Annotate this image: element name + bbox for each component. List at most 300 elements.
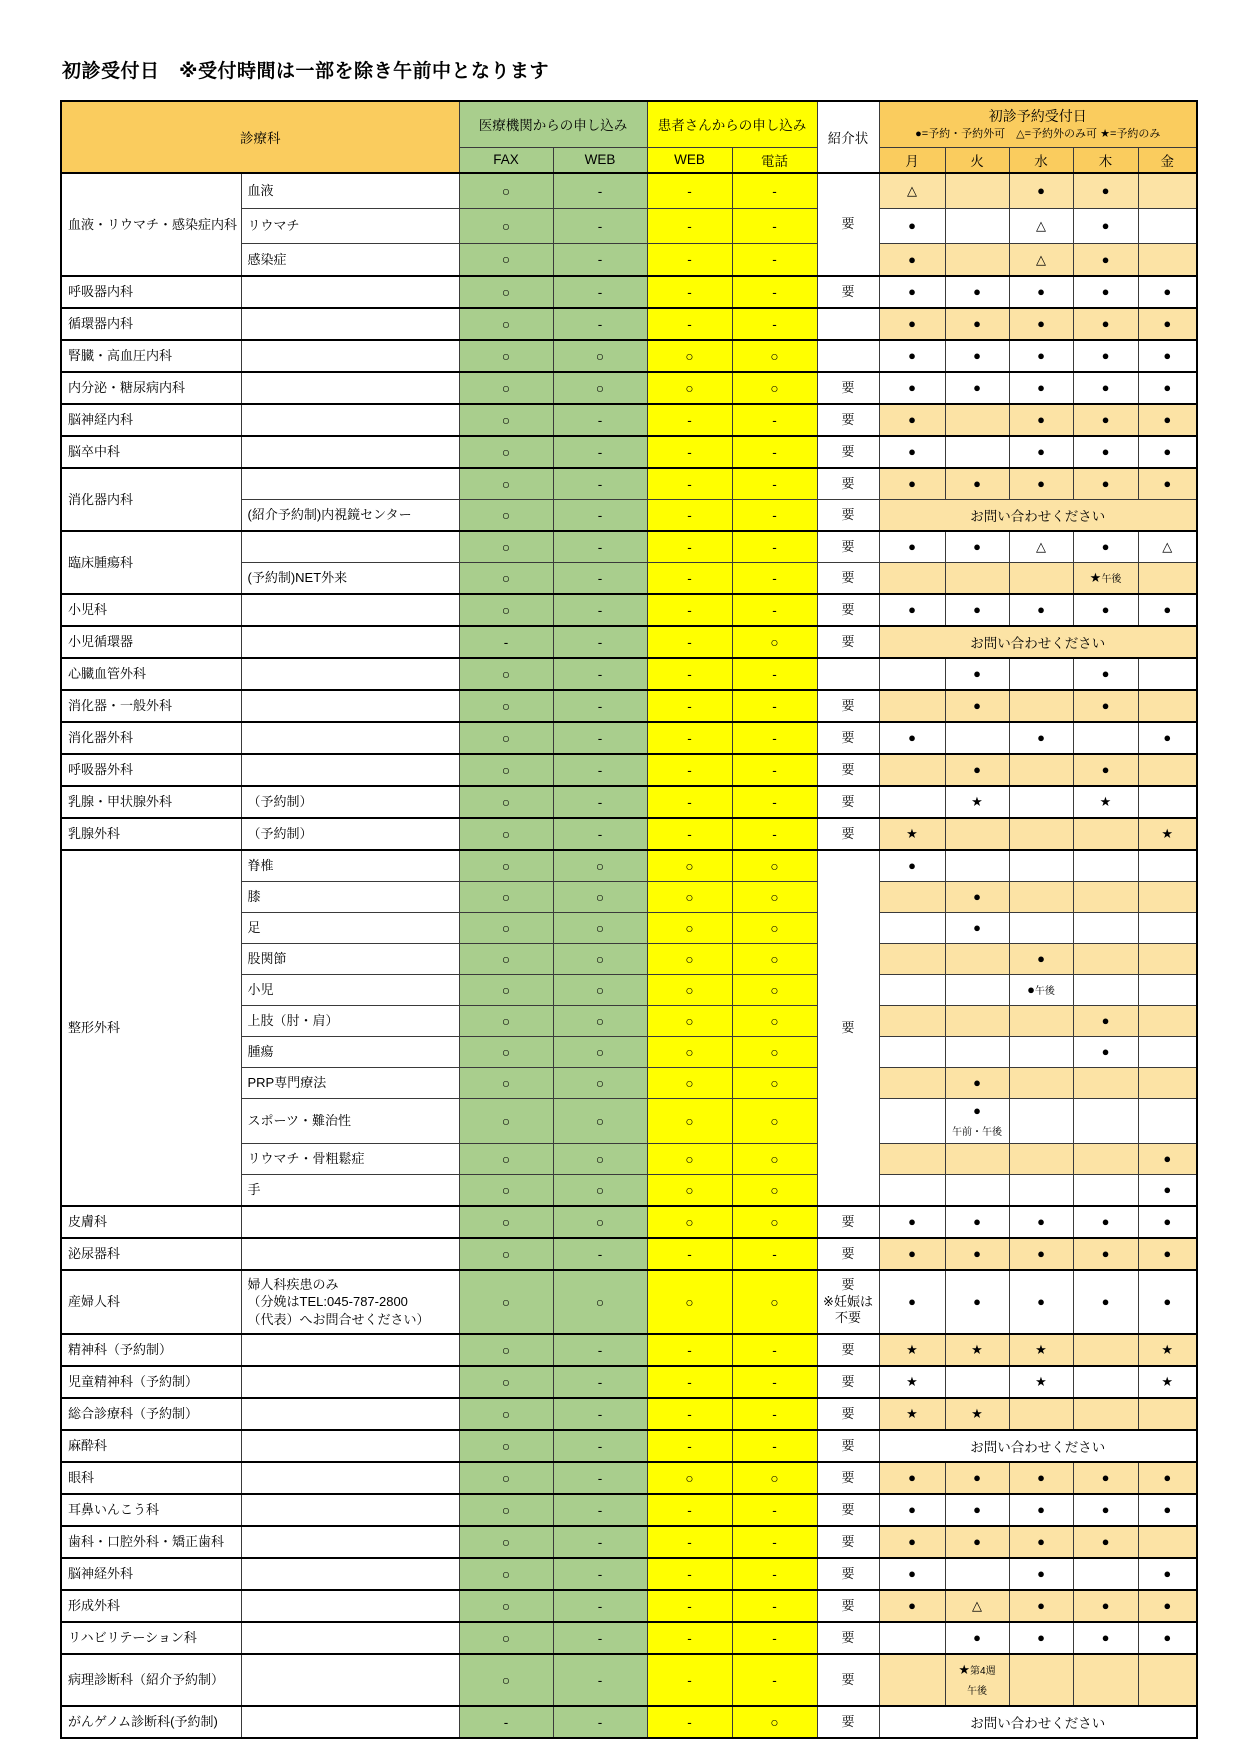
header-day-tue: 火 (945, 147, 1009, 173)
apply-web-hospital-cell: - (553, 308, 647, 340)
day-cell-mon: ● (879, 1494, 945, 1526)
day-cell-mon: ● (879, 468, 945, 500)
apply-web-patient-cell: ○ (647, 1270, 732, 1334)
day-cell-wed (1009, 1006, 1073, 1037)
apply-web-patient-cell: - (647, 754, 732, 786)
apply-web-patient-cell: ○ (647, 882, 732, 913)
day-cell-mon (879, 563, 945, 595)
apply-tel-cell: ○ (732, 1206, 817, 1238)
apply-web-hospital-cell: ○ (553, 1206, 647, 1238)
table-row (61, 754, 1197, 786)
referral-cell: 要 (817, 786, 879, 818)
table-row (61, 1238, 1197, 1270)
apply-web-hospital-cell: - (553, 1654, 647, 1706)
sub-dept-cell (241, 1558, 459, 1590)
header-day-fri: 金 (1138, 147, 1197, 173)
day-cell-wed: △ (1009, 531, 1073, 563)
day-cell-thu: ● (1073, 690, 1138, 722)
apply-fax-cell: ○ (459, 975, 553, 1006)
apply-web-patient-cell: ○ (647, 944, 732, 975)
sub-dept-cell: 婦人科疾患のみ （分娩はTEL:045-787-2800 （代表）へお問合せください） (241, 1270, 459, 1334)
dept-cell: 脳神経外科 (61, 1558, 241, 1590)
day-cell-wed (1009, 1099, 1073, 1144)
header-web-patient: WEB (647, 147, 732, 173)
apply-tel-cell: - (732, 276, 817, 308)
day-cell-wed (1009, 913, 1073, 944)
apply-tel-cell: - (732, 173, 817, 209)
day-cell-wed: ★ (1009, 1366, 1073, 1398)
referral-cell: 要 (817, 563, 879, 595)
day-cell-tue: ● (945, 1068, 1009, 1099)
day-cell-mon: ● (879, 372, 945, 404)
day-cell-mon (879, 658, 945, 690)
day-cell-mon: ★ (879, 1334, 945, 1366)
day-cell-thu: ● (1073, 1462, 1138, 1494)
day-cell-fri: ● (1138, 594, 1197, 626)
sub-dept-cell: 小児 (241, 975, 459, 1006)
table-row (61, 468, 1197, 500)
apply-tel-cell: ○ (732, 975, 817, 1006)
referral-cell (817, 340, 879, 372)
apply-web-hospital-cell: - (553, 173, 647, 209)
day-cell-thu: ★午後 (1073, 563, 1138, 595)
day-cell-tue: ● (945, 594, 1009, 626)
table-row (61, 1206, 1197, 1238)
apply-tel-cell: ○ (732, 1099, 817, 1144)
day-cell-tue (945, 173, 1009, 209)
day-cell-wed (1009, 563, 1073, 595)
apply-web-patient-cell: ○ (647, 913, 732, 944)
day-cell-tue: ● (945, 1206, 1009, 1238)
dept-cell: 脳神経内科 (61, 404, 241, 436)
day-cell-fri: ● (1138, 1590, 1197, 1622)
dept-cell: 乳腺外科 (61, 818, 241, 850)
dept-cell: 消化器・一般外科 (61, 690, 241, 722)
apply-tel-cell: ○ (732, 372, 817, 404)
sub-dept-cell (241, 1206, 459, 1238)
day-cell-fri: ★ (1138, 818, 1197, 850)
sub-dept-cell (241, 658, 459, 690)
sub-dept-cell: (紹介予約制)内視鏡センター (241, 500, 459, 532)
day-cell-thu: ● (1073, 1206, 1138, 1238)
apply-web-hospital-cell: - (553, 754, 647, 786)
apply-tel-cell: ○ (732, 340, 817, 372)
apply-tel-cell: ○ (732, 1462, 817, 1494)
sub-dept-cell (241, 436, 459, 468)
table-row (61, 1558, 1197, 1590)
day-cell-tue (945, 1558, 1009, 1590)
dept-cell: 心臓血管外科 (61, 658, 241, 690)
day-cell-fri: ● (1138, 1494, 1197, 1526)
referral-cell: 要 (817, 500, 879, 532)
day-cell-thu (1073, 1366, 1138, 1398)
apply-web-hospital-cell: - (553, 1238, 647, 1270)
dept-cell: 小児循環器 (61, 626, 241, 658)
sub-dept-cell (241, 722, 459, 754)
sub-dept-cell (241, 690, 459, 722)
apply-tel-cell: ○ (732, 882, 817, 913)
contact-cell: お問い合わせください (879, 1430, 1197, 1462)
apply-fax-cell: ○ (459, 244, 553, 277)
apply-tel-cell: - (732, 1622, 817, 1654)
dept-cell: 消化器内科 (61, 468, 241, 531)
day-cell-fri (1138, 913, 1197, 944)
day-cell-mon (879, 975, 945, 1006)
apply-tel-cell: - (732, 436, 817, 468)
table-row (61, 436, 1197, 468)
apply-web-hospital-cell: - (553, 594, 647, 626)
apply-fax-cell: ○ (459, 209, 553, 244)
day-cell-fri (1138, 173, 1197, 209)
referral-cell: 要 (817, 1430, 879, 1462)
day-cell-thu: ● (1073, 594, 1138, 626)
apply-web-patient-cell: - (647, 786, 732, 818)
apply-web-patient-cell: - (647, 1706, 732, 1738)
sub-dept-cell: 感染症 (241, 244, 459, 277)
referral-cell: 要 (817, 850, 879, 1206)
day-cell-mon: ● (879, 1206, 945, 1238)
apply-tel-cell: ○ (732, 944, 817, 975)
apply-web-hospital-cell: ○ (553, 1099, 647, 1144)
apply-fax-cell: ○ (459, 1558, 553, 1590)
page-title: 初診受付日 ※受付時間は一部を除き午前中となります (62, 61, 549, 82)
day-cell-thu (1073, 1175, 1138, 1207)
sub-dept-cell: リウマチ・骨粗鬆症 (241, 1144, 459, 1175)
sub-dept-cell (241, 1622, 459, 1654)
apply-web-hospital-cell: - (553, 244, 647, 277)
day-cell-tue: ★ (945, 786, 1009, 818)
sub-dept-cell (241, 1462, 459, 1494)
sub-dept-cell: （予約制） (241, 818, 459, 850)
day-cell-fri (1138, 690, 1197, 722)
apply-web-patient-cell: - (647, 1622, 732, 1654)
day-cell-thu: ● (1073, 173, 1138, 209)
day-cell-tue: ● (945, 754, 1009, 786)
day-cell-fri (1138, 244, 1197, 277)
apply-tel-cell: - (732, 404, 817, 436)
apply-tel-cell: - (732, 1590, 817, 1622)
apply-web-patient-cell: - (647, 308, 732, 340)
day-cell-tue: ● (945, 1238, 1009, 1270)
day-cell-wed (1009, 850, 1073, 882)
header-day-wed: 水 (1009, 147, 1073, 173)
apply-fax-cell: ○ (459, 722, 553, 754)
day-cell-wed (1009, 658, 1073, 690)
apply-fax-cell: ○ (459, 1366, 553, 1398)
referral-cell: 要 (817, 1206, 879, 1238)
apply-tel-cell: - (732, 658, 817, 690)
apply-fax-cell: ○ (459, 882, 553, 913)
apply-web-patient-cell: - (647, 818, 732, 850)
day-cell-wed (1009, 1037, 1073, 1068)
day-cell-thu: ● (1073, 658, 1138, 690)
apply-tel-cell: ○ (732, 1144, 817, 1175)
sub-dept-cell (241, 754, 459, 786)
day-cell-fri: ● (1138, 1206, 1197, 1238)
referral-cell: 要 (817, 1366, 879, 1398)
apply-tel-cell: - (732, 308, 817, 340)
day-cell-mon: ● (879, 1462, 945, 1494)
apply-tel-cell: - (732, 818, 817, 850)
day-cell-wed: △ (1009, 209, 1073, 244)
apply-fax-cell: ○ (459, 372, 553, 404)
day-cell-thu: ● (1073, 1526, 1138, 1558)
dept-cell: 血液・リウマチ・感染症内科 (61, 173, 241, 276)
day-cell-mon: ● (879, 531, 945, 563)
day-cell-thu (1073, 1558, 1138, 1590)
dept-cell: 歯科・口腔外科・矯正歯科 (61, 1526, 241, 1558)
apply-tel-cell: ○ (732, 913, 817, 944)
dept-cell: 耳鼻いんこう科 (61, 1494, 241, 1526)
sub-dept-cell: リウマチ (241, 209, 459, 244)
apply-web-patient-cell: ○ (647, 1206, 732, 1238)
table-row (61, 173, 1197, 209)
apply-fax-cell: ○ (459, 173, 553, 209)
apply-web-hospital-cell: ○ (553, 1175, 647, 1207)
apply-tel-cell: - (732, 1430, 817, 1462)
sub-dept-cell (241, 372, 459, 404)
day-cell-fri (1138, 563, 1197, 595)
day-cell-wed: ● (1009, 276, 1073, 308)
day-cell-wed: △ (1009, 244, 1073, 277)
header-day-mon: 月 (879, 147, 945, 173)
apply-fax-cell: ○ (459, 1494, 553, 1526)
sub-dept-cell: 腫瘍 (241, 1037, 459, 1068)
apply-fax-cell: ○ (459, 1398, 553, 1430)
apply-fax-cell: ○ (459, 754, 553, 786)
day-cell-wed: ● (1009, 1494, 1073, 1526)
table-row (61, 1366, 1197, 1398)
apply-fax-cell: ○ (459, 1654, 553, 1706)
day-cell-fri: ● (1138, 1144, 1197, 1175)
apply-fax-cell: ○ (459, 1590, 553, 1622)
apply-web-hospital-cell: ○ (553, 975, 647, 1006)
apply-web-patient-cell: - (647, 531, 732, 563)
sub-dept-cell (241, 1334, 459, 1366)
day-cell-tue (945, 944, 1009, 975)
day-cell-fri: ● (1138, 1270, 1197, 1334)
sub-dept-cell: PRP専門療法 (241, 1068, 459, 1099)
apply-web-hospital-cell: ○ (553, 913, 647, 944)
apply-web-patient-cell: - (647, 436, 732, 468)
day-cell-thu: ● (1073, 1238, 1138, 1270)
day-cell-thu: ● (1073, 308, 1138, 340)
dept-cell: 臨床腫瘍科 (61, 531, 241, 594)
apply-web-patient-cell: - (647, 658, 732, 690)
referral-cell: 要 (817, 531, 879, 563)
sub-dept-cell (241, 276, 459, 308)
apply-web-patient-cell: - (647, 1430, 732, 1462)
apply-web-hospital-cell: - (553, 658, 647, 690)
apply-fax-cell: ○ (459, 1206, 553, 1238)
sub-dept-cell: スポーツ・難治性 (241, 1099, 459, 1144)
apply-web-hospital-cell: - (553, 722, 647, 754)
day-cell-thu: ★ (1073, 786, 1138, 818)
day-cell-mon: ★ (879, 1398, 945, 1430)
day-cell-mon (879, 913, 945, 944)
referral-cell: 要 (817, 818, 879, 850)
referral-cell: 要 (817, 1238, 879, 1270)
day-cell-mon (879, 1654, 945, 1706)
apply-tel-cell: - (732, 563, 817, 595)
apply-web-hospital-cell: - (553, 1622, 647, 1654)
day-cell-thu: ● (1073, 340, 1138, 372)
referral-cell: 要 (817, 1334, 879, 1366)
day-cell-thu: ● (1073, 531, 1138, 563)
day-cell-thu (1073, 722, 1138, 754)
day-cell-tue: ● (945, 913, 1009, 944)
apply-web-patient-cell: - (647, 1654, 732, 1706)
apply-tel-cell: ○ (732, 850, 817, 882)
day-cell-fri (1138, 850, 1197, 882)
apply-web-patient-cell: - (647, 276, 732, 308)
day-cell-fri: ● (1138, 1622, 1197, 1654)
day-cell-thu (1073, 1099, 1138, 1144)
day-cell-tue (945, 1366, 1009, 1398)
referral-cell: 要 (817, 1558, 879, 1590)
apply-web-patient-cell: - (647, 1558, 732, 1590)
apply-web-hospital-cell: - (553, 1334, 647, 1366)
day-cell-fri: ★ (1138, 1334, 1197, 1366)
referral-cell: 要 (817, 436, 879, 468)
day-cell-mon (879, 882, 945, 913)
apply-fax-cell: ○ (459, 944, 553, 975)
day-cell-wed: ● (1009, 1206, 1073, 1238)
reservation-legend: ●=予約・予約外可 △=予約外のみ可 ★=予約のみ (915, 127, 1161, 140)
reservation-title: 初診予約受付日 (988, 108, 1087, 125)
table-row (61, 594, 1197, 626)
apply-tel-cell: - (732, 1334, 817, 1366)
apply-web-hospital-cell: ○ (553, 340, 647, 372)
apply-fax-cell: ○ (459, 690, 553, 722)
apply-fax-cell: ○ (459, 1037, 553, 1068)
apply-web-hospital-cell: - (553, 1398, 647, 1430)
day-cell-fri: ● (1138, 1462, 1197, 1494)
apply-tel-cell: - (732, 500, 817, 532)
day-cell-tue (945, 209, 1009, 244)
day-cell-mon (879, 1622, 945, 1654)
day-cell-fri (1138, 944, 1197, 975)
dept-cell: 皮膚科 (61, 1206, 241, 1238)
apply-web-patient-cell: - (647, 1526, 732, 1558)
day-cell-wed: ● (1009, 1558, 1073, 1590)
day-cell-tue (945, 975, 1009, 1006)
day-cell-thu (1073, 850, 1138, 882)
day-cell-wed: ● (1009, 372, 1073, 404)
day-cell-thu (1073, 944, 1138, 975)
apply-fax-cell: ○ (459, 1099, 553, 1144)
day-cell-tue: ★ (945, 1334, 1009, 1366)
day-cell-mon: ● (879, 308, 945, 340)
apply-web-hospital-cell: - (553, 1430, 647, 1462)
day-cell-thu: ● (1073, 209, 1138, 244)
dept-cell: 総合診療科（予約制） (61, 1398, 241, 1430)
table-row (61, 1706, 1197, 1738)
day-cell-fri (1138, 658, 1197, 690)
dept-cell: 消化器外科 (61, 722, 241, 754)
apply-web-patient-cell: - (647, 1366, 732, 1398)
day-cell-tue: ● 午前・午後 (945, 1099, 1009, 1144)
referral-cell: 要 (817, 1462, 879, 1494)
day-cell-wed (1009, 1654, 1073, 1706)
day-cell-mon: ★ (879, 1366, 945, 1398)
apply-fax-cell: ○ (459, 1238, 553, 1270)
sub-dept-cell (241, 531, 459, 563)
day-cell-thu (1073, 818, 1138, 850)
dept-cell: 呼吸器内科 (61, 276, 241, 308)
day-cell-tue: ● (945, 1526, 1009, 1558)
day-cell-thu: ● (1073, 1590, 1138, 1622)
day-cell-fri (1138, 1006, 1197, 1037)
apply-web-patient-cell: ○ (647, 1006, 732, 1037)
day-cell-thu: ● (1073, 754, 1138, 786)
referral-cell: 要 (817, 404, 879, 436)
day-cell-mon: ● (879, 1238, 945, 1270)
table-row (61, 1622, 1197, 1654)
day-cell-thu (1073, 882, 1138, 913)
referral-cell (817, 658, 879, 690)
apply-web-patient-cell: - (647, 173, 732, 209)
day-cell-mon: ● (879, 722, 945, 754)
referral-cell: 要 (817, 626, 879, 658)
apply-web-patient-cell: ○ (647, 340, 732, 372)
day-cell-thu (1073, 1144, 1138, 1175)
sub-dept-cell (241, 468, 459, 500)
apply-web-patient-cell: - (647, 594, 732, 626)
apply-web-patient-cell: - (647, 209, 732, 244)
sub-dept-cell (241, 1706, 459, 1738)
table-row (61, 1462, 1197, 1494)
referral-cell: 要 (817, 1398, 879, 1430)
day-cell-tue: ● (945, 308, 1009, 340)
apply-web-hospital-cell: - (553, 468, 647, 500)
apply-web-patient-cell: ○ (647, 1175, 732, 1207)
apply-web-hospital-cell: - (553, 690, 647, 722)
apply-tel-cell: - (732, 1526, 817, 1558)
referral-cell: 要 (817, 1526, 879, 1558)
day-cell-tue: △ (945, 1590, 1009, 1622)
day-cell-wed (1009, 1175, 1073, 1207)
apply-web-hospital-cell: - (553, 1494, 647, 1526)
dept-cell: 児童精神科（予約制） (61, 1366, 241, 1398)
apply-web-hospital-cell: ○ (553, 1144, 647, 1175)
day-cell-mon: ★ (879, 818, 945, 850)
apply-tel-cell: ○ (732, 1006, 817, 1037)
apply-fax-cell: ○ (459, 563, 553, 595)
apply-fax-cell: ○ (459, 1068, 553, 1099)
table-row (61, 658, 1197, 690)
dept-cell: 腎臓・高血圧内科 (61, 340, 241, 372)
day-cell-wed: ● (1009, 1462, 1073, 1494)
sub-dept-cell (241, 1654, 459, 1706)
day-cell-tue: ● (945, 1622, 1009, 1654)
apply-web-hospital-cell: ○ (553, 944, 647, 975)
day-cell-fri (1138, 209, 1197, 244)
day-cell-mon (879, 754, 945, 786)
day-cell-wed: ● (1009, 594, 1073, 626)
day-cell-thu (1073, 1398, 1138, 1430)
day-cell-wed (1009, 882, 1073, 913)
dept-cell: 形成外科 (61, 1590, 241, 1622)
sub-dept-cell (241, 340, 459, 372)
header-fax: FAX (459, 147, 553, 173)
day-cell-wed: ● (1009, 468, 1073, 500)
header-patient-apply: 患者さんからの申し込み (647, 101, 817, 147)
apply-tel-cell: - (732, 531, 817, 563)
referral-cell: 要 (817, 722, 879, 754)
day-cell-wed: ● (1009, 404, 1073, 436)
day-cell-tue: ★第4週 午後 (945, 1654, 1009, 1706)
